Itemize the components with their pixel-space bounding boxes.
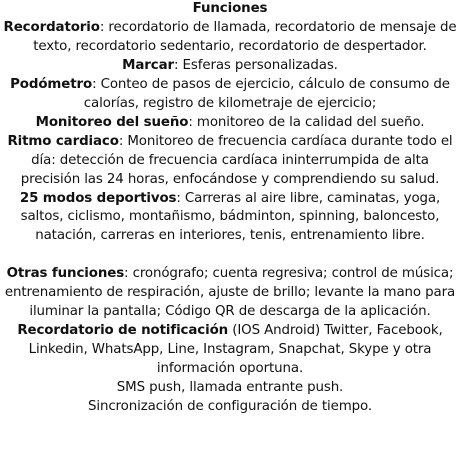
other-functions-label: Otras funciones: [6, 266, 125, 282]
feature-label: Podómetro: [10, 76, 93, 92]
feature-label: Ritmo cardiaco: [7, 133, 119, 149]
feature-text: : Conteo de pasos de ejercicio, cálculo de consumo de calorías, registro de kilometraje de ejercicio;: [83, 76, 450, 111]
feature-text: : Esferas personalizadas.: [174, 57, 338, 73]
feature-modos-deportivos: [3, 190, 457, 247]
notification-text: (IOS Android) Twitter, Facebook, Linkedin, WhatsApp, Line, Instagram, Snapchat, Skype y otra información oportuna.: [28, 323, 443, 377]
time-sync-line: Sincronización de configuración de tiempo.: [87, 399, 373, 414]
notification-reminder: [3, 322, 457, 379]
other-functions: [3, 265, 457, 322]
feature-label: Marcar: [122, 57, 174, 73]
notification-label: Recordatorio de notificación: [17, 323, 229, 339]
document-title: Funciones: [192, 1, 268, 16]
feature-text: : monitoreo de la calidad del sueño.: [188, 114, 425, 130]
feature-text: : recordatorio de llamada, recordatorio de mensaje de texto, recordatorio sedentario, recordatorio de despertador.: [33, 19, 457, 54]
blank-line: [3, 246, 457, 265]
feature-podometro: [3, 76, 457, 114]
feature-label: 25 modos deportivos: [19, 190, 177, 206]
feature-text: : Monitoreo de frecuencia cardíaca durante todo el día: detección de frecuencia cardíaca ininterrumpida de alta precisión las 24 horas, enfocándose y comprendiendo su salud.: [20, 133, 453, 187]
other-functions-text: : cronógrafo; cuenta regresiva; control de música; entrenamiento de respiración, ajuste de brillo; levante la mano para iluminar la pantalla; Código QR de descarga de la aplicación.: [4, 266, 456, 320]
feature-text: : Carreras al aire libre, caminatas, yoga, saltos, ciclismo, montañismo, bádminton, spinning, baloncesto, natación, carreras en interiores, tenis, entrenamiento libre.: [20, 190, 441, 244]
feature-marcar: [3, 57, 457, 76]
feature-label: Recordatorio: [3, 19, 100, 35]
feature-monitoreo-sueno: [3, 114, 457, 133]
feature-recordatorio: [3, 19, 457, 57]
feature-label: Monitoreo del sueño: [35, 114, 189, 130]
sms-push-line: SMS push, llamada entrante push.: [116, 380, 344, 396]
feature-ritmo-cardiaco: [3, 133, 457, 190]
